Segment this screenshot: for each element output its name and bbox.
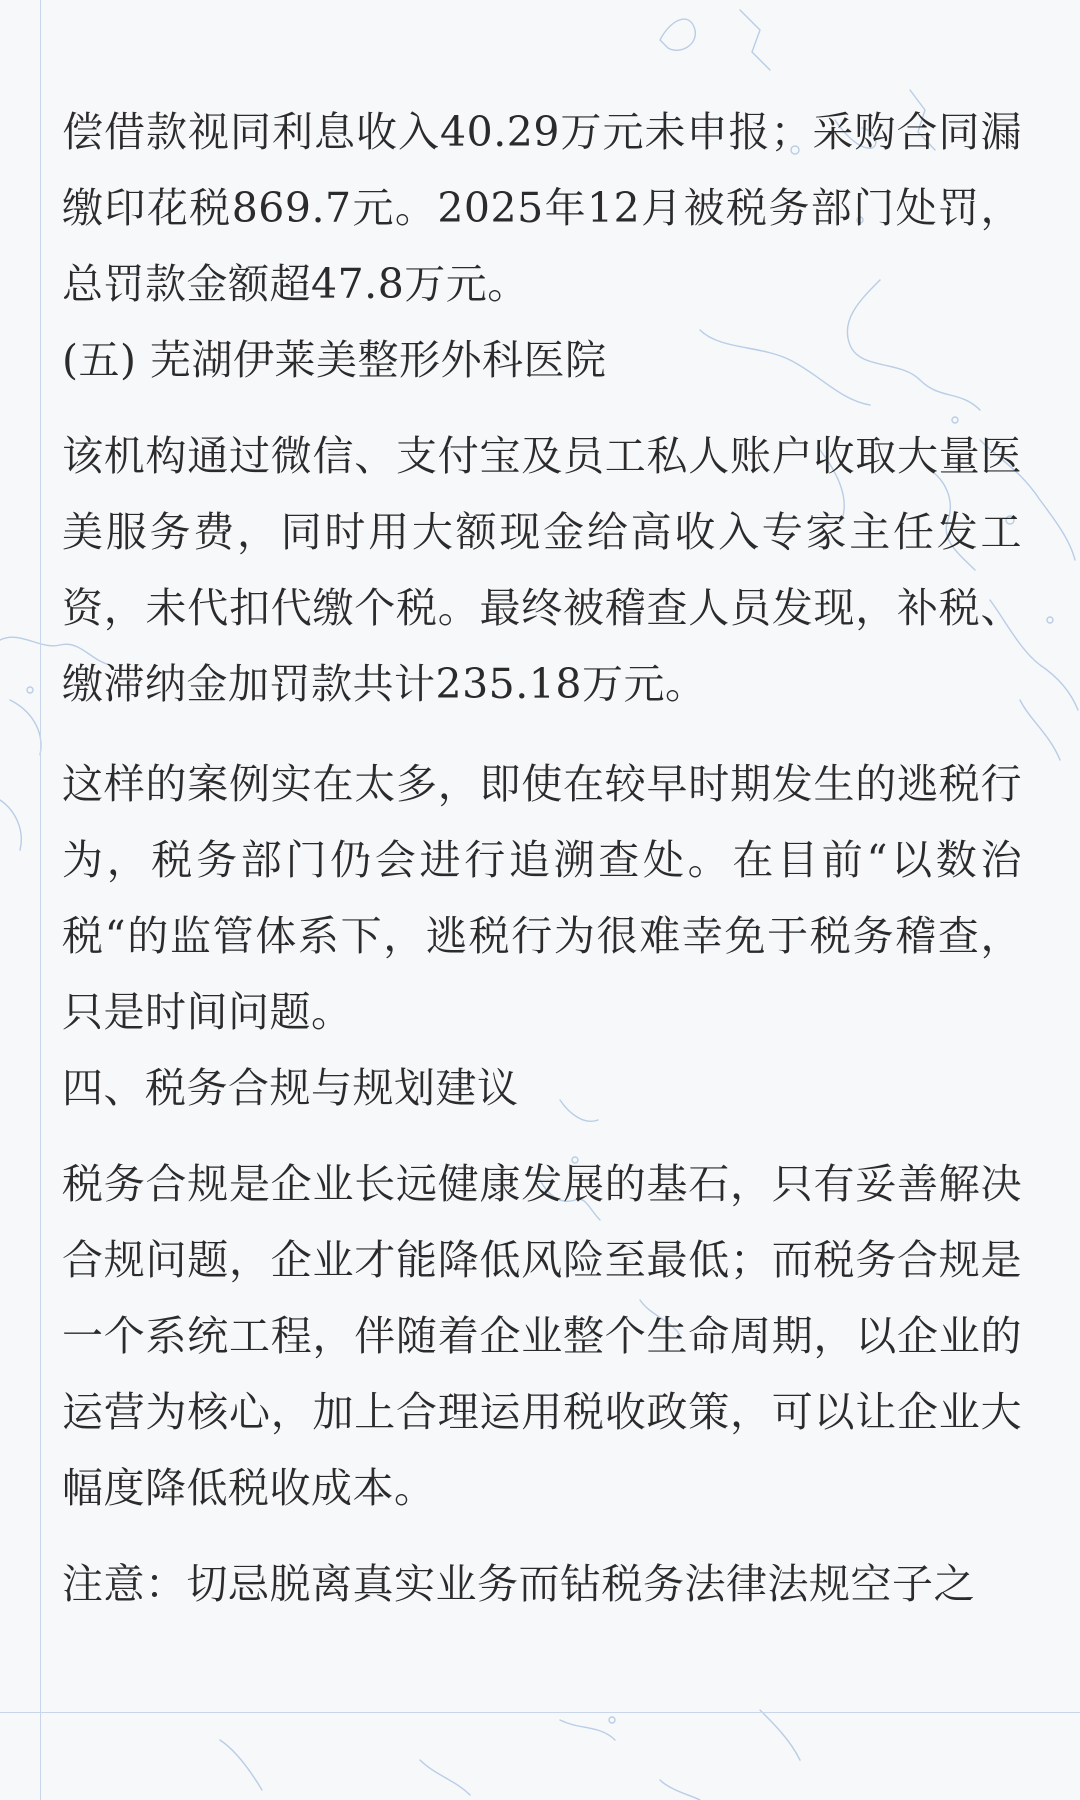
left-margin-line xyxy=(40,0,41,1800)
section-heading-wuhu-hospital: (五) 芜湖伊莱美整形外科医院 xyxy=(62,336,607,384)
paragraph-compliance: 税务合规是企业长远健康发展的基石，只有妥善解决合规问题，企业才能降低风险至最低；而税务合规是一个系统工程，伴随着企业整个生命周期，以企业的运营为核心，加上合理运用税收政策，可以让企业大幅度降低税收成本。 xyxy=(62,1160,1022,1512)
section-heading-compliance-advice: 四、税务合规与规划建议 xyxy=(62,1064,519,1112)
paragraph-penalty-summary: 偿借款视同利息收入40.29万元未申报；采购合同漏缴印花税869.7元。2025年12月被税务部门处罚，总罚款金额超47.8万元。 xyxy=(62,108,1022,308)
paragraph-case-conclusion: 这样的案例实在太多，即使在较早时期发生的逃税行为，税务部门仍会进行追溯查处。在目前“以数治税“的监管体系下，逃税行为很难幸免于税务稽查，只是时间问题。 xyxy=(62,760,1022,1036)
bottom-rule-line xyxy=(0,1712,1080,1713)
paragraph-hospital-case: 该机构通过微信、支付宝及员工私人账户收取大量医美服务费，同时用大额现金给高收入专家主任发工资，未代扣代缴个税。最终被稽查人员发现，补税、缴滞纳金加罚款共计235.18万元。 xyxy=(62,432,1022,708)
document-body xyxy=(62,94,1022,1622)
paragraph-note: 注意：切忌脱离真实业务而钻税务法律法规空子之 xyxy=(62,1560,975,1608)
